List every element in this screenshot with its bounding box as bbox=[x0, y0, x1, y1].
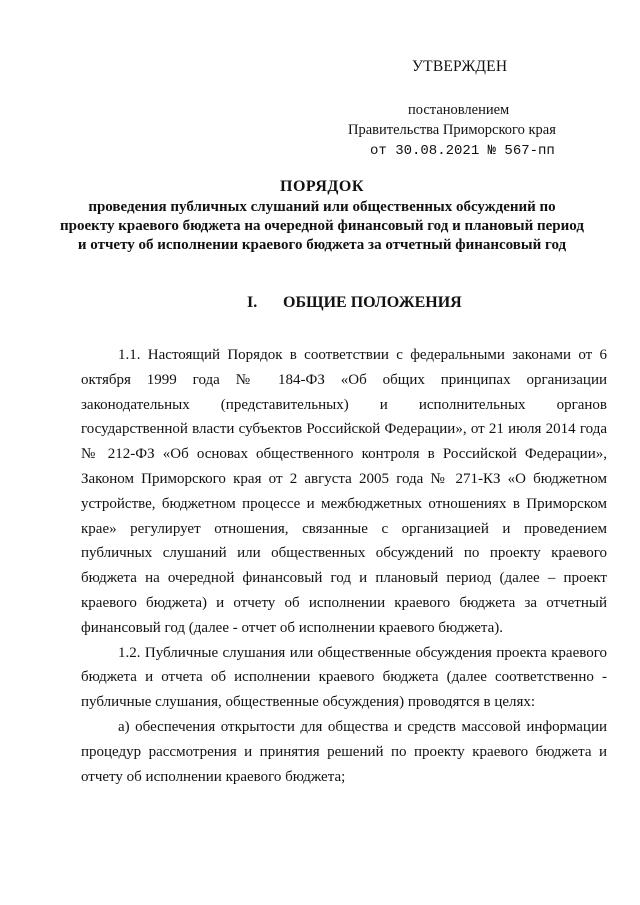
approval-authority-line: Правительства Приморского края bbox=[348, 122, 556, 138]
paragraph-a: а) обеспечения открытости для общества и средств массовой информации процедур рассмотрения и принятия решений по проекту краевого бюджета и отчету об исполнении краевого бюджета; bbox=[81, 718, 607, 785]
approval-date-number-line: от 30.08.2021 № 567-пп bbox=[370, 143, 555, 159]
section-title: ОБЩИЕ ПОЛОЖЕНИЯ bbox=[283, 294, 462, 311]
approved-label: УТВЕРЖДЕН bbox=[412, 58, 508, 75]
body-text bbox=[81, 343, 607, 789]
title-main: ПОРЯДОК bbox=[280, 178, 364, 195]
approval-resolution-line: постановлением bbox=[408, 102, 510, 118]
section-heading bbox=[247, 294, 462, 312]
section-number: I. bbox=[247, 294, 258, 311]
title-subtitle: проведения публичных слушаний или общественных обсуждений по проекту краевого бюджета на очередной финансовый год и плановый период и отчету об исполнении краевого бюджета за отчетный финансовый год bbox=[60, 199, 584, 253]
paragraph-1-2: 1.2. Публичные слушания или общественные обсуждения проекта краевого бюджета и отчета об исполнении краевого бюджета (далее соответственно - публичные слушания, общественные обсуждения) проводятся в целях: bbox=[81, 644, 607, 711]
document-title bbox=[60, 177, 584, 255]
paragraph-1-1: 1.1. Настоящий Порядок в соответствии с федеральными законами от 6 октября 1999 года № 184-ФЗ «Об общих принципах организации законодательных (представительных) и исполнительных органов государственной власти субъектов Российской Федерации», от 21 июля 2014 года № 212-ФЗ «Об основах общественного контроля в Российской Федерации», Законом Приморского края от 2 августа 2005 года № 271-КЗ «О бюджетном устройстве, бюджетном процессе и межбюджетных отношениях в Приморском крае» регулирует отношения, связанные с организацией и проведением публичных слушаний или общественных обсуждений по проекту краевого бюджета на очередной финансовый год и плановый период (далее – проект краевого бюджета) и отчету об исполнении краевого бюджета за отчетный финансовый год (далее - отчет об исполнении краевого бюджета). bbox=[81, 347, 607, 636]
